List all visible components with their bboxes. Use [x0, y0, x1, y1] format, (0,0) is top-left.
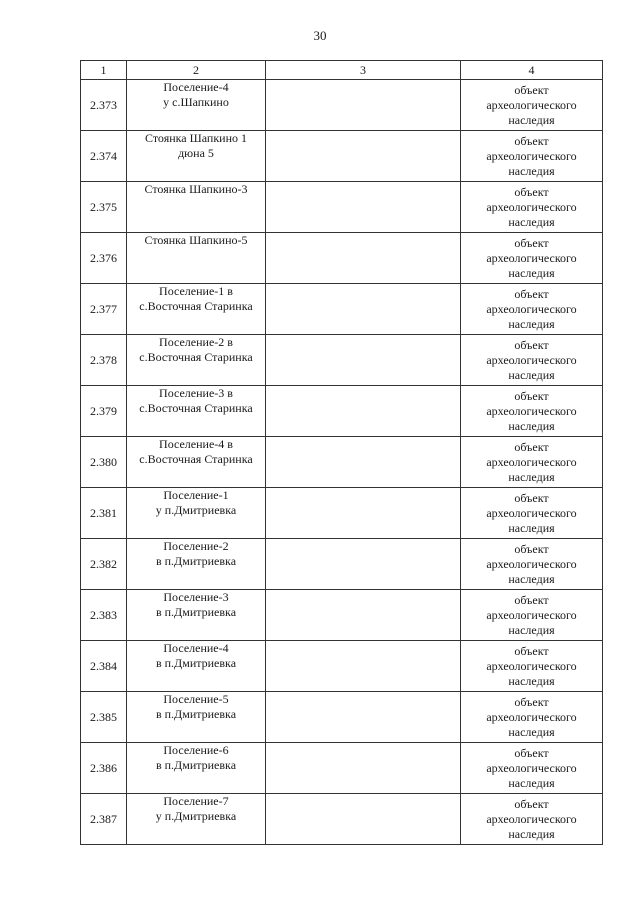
- object-type-line: археологического: [486, 97, 577, 112]
- site-name-line: с.Восточная Старинка: [139, 299, 253, 313]
- object-type-line: объект: [514, 337, 549, 352]
- description-cell: [266, 437, 461, 488]
- object-type-cell: [461, 794, 603, 845]
- object-type-line: археологического: [486, 709, 577, 724]
- object-type-line: наследия: [508, 469, 555, 484]
- site-name-line: Поселение-4 в: [159, 437, 233, 451]
- table-row: [81, 437, 603, 488]
- object-type-line: археологического: [486, 811, 577, 826]
- site-name-line: Стоянка Шапкино-3: [144, 182, 248, 196]
- object-type-line: наследия: [508, 112, 555, 127]
- object-type-line: археологического: [486, 250, 577, 265]
- object-type-cell: [461, 386, 603, 437]
- table-row: [81, 131, 603, 182]
- object-type-line: археологического: [486, 403, 577, 418]
- site-name-line: в п.Дмитриевка: [155, 605, 237, 619]
- object-type-line: объект: [514, 286, 549, 301]
- object-type-line: объект: [514, 643, 549, 658]
- site-name-line: с.Восточная Старинка: [139, 350, 253, 364]
- object-type-line: объект: [514, 133, 549, 148]
- description-cell: [266, 539, 461, 590]
- table-body: [81, 80, 603, 845]
- row-number-cell: 2.385: [81, 692, 127, 743]
- header-row: [81, 61, 603, 80]
- object-type-cell: [461, 335, 603, 386]
- table-row: [81, 692, 603, 743]
- table-row: [81, 743, 603, 794]
- object-type-line: объект: [514, 694, 549, 709]
- object-type-line: объект: [514, 184, 549, 199]
- site-name-line: Поселение-2: [163, 539, 229, 553]
- object-type-line: археологического: [486, 760, 577, 775]
- column-header-4: 4: [461, 61, 603, 80]
- site-name-line: Поселение-3 в: [159, 386, 233, 400]
- object-type-line: наследия: [508, 673, 555, 688]
- table-row: [81, 284, 603, 335]
- object-type-line: наследия: [508, 571, 555, 586]
- site-name-line: Стоянка Шапкино 1: [145, 131, 247, 145]
- object-type-line: наследия: [508, 367, 555, 382]
- object-type-line: наследия: [508, 724, 555, 739]
- object-type-line: объект: [514, 235, 549, 250]
- object-type-line: археологического: [486, 607, 577, 622]
- row-number-cell: 2.387: [81, 794, 127, 845]
- description-cell: [266, 80, 461, 131]
- row-number-cell: 2.383: [81, 590, 127, 641]
- site-name-cell: [127, 488, 266, 539]
- object-type-line: объект: [514, 796, 549, 811]
- site-name-cell: [127, 743, 266, 794]
- description-cell: [266, 794, 461, 845]
- heritage-registry-table: [80, 60, 603, 845]
- table-row: [81, 794, 603, 845]
- row-number-cell: 2.374: [81, 131, 127, 182]
- description-cell: [266, 641, 461, 692]
- description-cell: [266, 743, 461, 794]
- site-name-cell: [127, 794, 266, 845]
- description-cell: [266, 182, 461, 233]
- object-type-line: наследия: [508, 520, 555, 535]
- row-number-cell: 2.382: [81, 539, 127, 590]
- description-cell: [266, 386, 461, 437]
- row-number-cell: 2.386: [81, 743, 127, 794]
- site-name-cell: [127, 182, 266, 233]
- object-type-line: археологического: [486, 199, 577, 214]
- object-type-cell: [461, 233, 603, 284]
- row-number-cell: 2.380: [81, 437, 127, 488]
- site-name-line: Стоянка Шапкино-5: [144, 233, 248, 247]
- site-name-line: с.Восточная Старинка: [139, 401, 253, 415]
- row-number-cell: 2.381: [81, 488, 127, 539]
- object-type-cell: [461, 182, 603, 233]
- table-row: [81, 80, 603, 131]
- site-name-line: в п.Дмитриевка: [155, 758, 237, 772]
- table-header: [81, 61, 603, 80]
- site-name-line: в п.Дмитриевка: [155, 656, 237, 670]
- site-name-cell: [127, 131, 266, 182]
- site-name-cell: [127, 233, 266, 284]
- object-type-line: археологического: [486, 352, 577, 367]
- object-type-line: наследия: [508, 622, 555, 637]
- description-cell: [266, 284, 461, 335]
- site-name-line: у с.Шапкино: [163, 95, 229, 109]
- object-type-line: наследия: [508, 163, 555, 178]
- description-cell: [266, 488, 461, 539]
- site-name-line: с.Восточная Старинка: [139, 452, 253, 466]
- object-type-line: археологического: [486, 454, 577, 469]
- object-type-line: археологического: [486, 658, 577, 673]
- row-number-cell: 2.375: [81, 182, 127, 233]
- site-name-cell: [127, 386, 266, 437]
- object-type-line: объект: [514, 82, 549, 97]
- object-type-line: археологического: [486, 505, 577, 520]
- object-type-cell: [461, 437, 603, 488]
- site-name-line: Поселение-4: [163, 641, 229, 655]
- object-type-line: объект: [514, 388, 549, 403]
- column-header-3: 3: [266, 61, 461, 80]
- object-type-cell: [461, 539, 603, 590]
- object-type-cell: [461, 488, 603, 539]
- site-name-line: Поселение-3: [163, 590, 229, 604]
- object-type-cell: [461, 131, 603, 182]
- row-number-cell: 2.379: [81, 386, 127, 437]
- object-type-line: объект: [514, 541, 549, 556]
- site-name-line: у п.Дмитриевка: [155, 809, 237, 823]
- object-type-cell: [461, 743, 603, 794]
- object-type-cell: [461, 692, 603, 743]
- row-number-cell: 2.377: [81, 284, 127, 335]
- site-name-line: Поселение-1: [163, 488, 229, 502]
- object-type-line: археологического: [486, 556, 577, 571]
- column-header-2: 2: [127, 61, 266, 80]
- row-number-cell: 2.384: [81, 641, 127, 692]
- object-type-line: наследия: [508, 418, 555, 433]
- object-type-line: наследия: [508, 826, 555, 841]
- page-number: 30: [313, 28, 327, 43]
- site-name-line: Поселение-6: [163, 743, 229, 757]
- row-number-cell: 2.373: [81, 80, 127, 131]
- table-row: [81, 182, 603, 233]
- row-number-cell: 2.376: [81, 233, 127, 284]
- object-type-line: объект: [514, 490, 549, 505]
- site-name-cell: [127, 590, 266, 641]
- site-name-line: у п.Дмитриевка: [155, 503, 237, 517]
- table-row: [81, 539, 603, 590]
- object-type-line: археологического: [486, 301, 577, 316]
- site-name-line: Поселение-5: [163, 692, 229, 706]
- object-type-line: наследия: [508, 775, 555, 790]
- table-row: [81, 641, 603, 692]
- site-name-cell: [127, 641, 266, 692]
- site-name-cell: [127, 335, 266, 386]
- site-name-line: Поселение-4: [163, 80, 229, 94]
- object-type-line: наследия: [508, 265, 555, 280]
- site-name-line: дюна 5: [178, 146, 214, 160]
- description-cell: [266, 335, 461, 386]
- site-name-cell: [127, 692, 266, 743]
- table-row: [81, 233, 603, 284]
- site-name-line: в п.Дмитриевка: [155, 554, 237, 568]
- object-type-line: наследия: [508, 316, 555, 331]
- object-type-line: объект: [514, 592, 549, 607]
- object-type-line: археологического: [486, 148, 577, 163]
- object-type-cell: [461, 590, 603, 641]
- object-type-line: объект: [514, 439, 549, 454]
- site-name-line: Поселение-1 в: [159, 284, 233, 298]
- site-name-cell: [127, 284, 266, 335]
- site-name-line: Поселение-7: [163, 794, 229, 808]
- description-cell: [266, 590, 461, 641]
- object-type-line: наследия: [508, 214, 555, 229]
- column-header-1: 1: [81, 61, 127, 80]
- site-name-cell: [127, 539, 266, 590]
- table-row: [81, 386, 603, 437]
- row-number-cell: 2.378: [81, 335, 127, 386]
- object-type-line: объект: [514, 745, 549, 760]
- description-cell: [266, 692, 461, 743]
- site-name-line: в п.Дмитриевка: [155, 707, 237, 721]
- description-cell: [266, 233, 461, 284]
- table-row: [81, 335, 603, 386]
- object-type-cell: [461, 80, 603, 131]
- table-row: [81, 590, 603, 641]
- object-type-cell: [461, 641, 603, 692]
- description-cell: [266, 131, 461, 182]
- site-name-line: Поселение-2 в: [159, 335, 233, 349]
- table-row: [81, 488, 603, 539]
- site-name-cell: [127, 80, 266, 131]
- site-name-cell: [127, 437, 266, 488]
- object-type-cell: [461, 284, 603, 335]
